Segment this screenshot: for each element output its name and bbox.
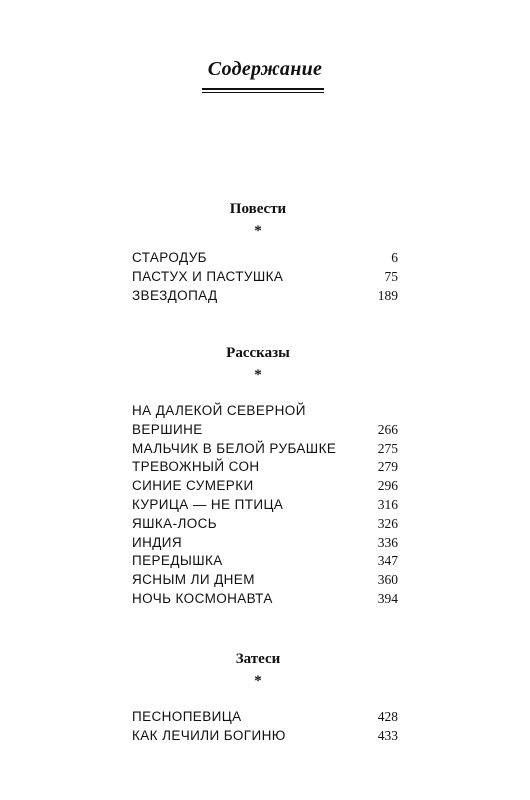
toc-entry-title: МАЛЬЧИК В БЕЛОЙ РУБАШКЕ <box>132 440 337 456</box>
toc-entry[interactable] <box>132 571 398 590</box>
toc-list-povesti <box>132 249 398 305</box>
section-heading-rasskazy: Рассказы <box>226 345 290 361</box>
toc-entry-title: КУРИЦА — НЕ ПТИЦА <box>132 496 284 512</box>
toc-entry-title: ЯШКА-ЛОСЬ <box>132 515 218 531</box>
toc-entry-page: 75 <box>384 268 398 284</box>
toc-entry-page: 394 <box>377 590 398 606</box>
toc-entry[interactable] <box>132 534 398 553</box>
toc-entry[interactable] <box>132 287 398 306</box>
title-underline-thin <box>202 92 324 93</box>
toc-list-rasskazy <box>132 402 398 609</box>
toc-entry[interactable] <box>132 458 398 477</box>
toc-entry-page: 275 <box>377 440 398 456</box>
section-heading-zatesi: Затеси <box>235 651 281 667</box>
toc-entry-title-line2: ВЕРШИНЕ <box>132 421 203 437</box>
toc-entry-title: ТРЕВОЖНЫЙ СОН <box>132 459 260 475</box>
toc-entry[interactable] <box>132 496 398 515</box>
toc-entry[interactable] <box>132 440 398 459</box>
toc-entry[interactable] <box>132 727 398 746</box>
toc-entry[interactable] <box>132 708 398 727</box>
toc-entry-title: КАК ЛЕЧИЛИ БОГИНЮ <box>132 727 286 743</box>
toc-entry[interactable] <box>132 515 398 534</box>
toc-entry[interactable] <box>132 268 398 287</box>
toc-entry-title: ПАСТУХ И ПАСТУШКА <box>132 268 284 284</box>
toc-entry-title-line1: НА ДАЛЕКОЙ СЕВЕРНОЙ <box>132 403 306 418</box>
toc-entry-title: ЯСНЫМ ЛИ ДНЕМ <box>132 572 255 588</box>
toc-entry-title: СИНИЕ СУМЕРКИ <box>132 478 254 494</box>
toc-entry-title <box>132 402 306 440</box>
toc-list-zatesi <box>132 708 398 746</box>
toc-entry[interactable] <box>132 590 398 609</box>
toc-entry-title: НОЧЬ КОСМОНАВТА <box>132 590 273 606</box>
toc-entry-title: ПЕРЕДЫШКА <box>132 553 223 569</box>
toc-entry-title: ИНДИЯ <box>132 534 183 550</box>
toc-entry-page: 296 <box>377 478 398 494</box>
toc-entry[interactable] <box>132 249 398 268</box>
toc-entry-page: 279 <box>377 459 398 475</box>
toc-entry-page: 189 <box>377 287 398 303</box>
page-title: Содержание <box>207 58 323 80</box>
toc-entry[interactable] <box>132 402 398 440</box>
section-separator-asterisk: * <box>254 673 262 689</box>
toc-entry-page: 6 <box>391 250 398 265</box>
toc-entry-page: 266 <box>377 421 398 437</box>
toc-entry[interactable] <box>132 552 398 571</box>
toc-entry-title: ЗВЕЗДОПАД <box>132 287 218 303</box>
section-heading-povesti: Повести <box>229 201 287 217</box>
toc-entry-page: 336 <box>377 534 398 550</box>
toc-entry-page: 428 <box>377 709 398 724</box>
toc-entry[interactable] <box>132 477 398 496</box>
toc-entry-page: 316 <box>377 496 398 512</box>
toc-entry-page: 433 <box>377 727 398 743</box>
section-separator-asterisk: * <box>254 223 262 239</box>
toc-entry-page: 326 <box>377 515 398 531</box>
toc-entry-title: ПЕСНОПЕВИЦА <box>132 709 242 724</box>
toc-entry-page: 347 <box>377 553 398 569</box>
section-separator-asterisk: * <box>254 367 262 383</box>
toc-entry-page: 360 <box>377 572 398 588</box>
toc-entry-title: СТАРОДУБ <box>132 250 207 265</box>
title-underline <box>202 88 324 90</box>
